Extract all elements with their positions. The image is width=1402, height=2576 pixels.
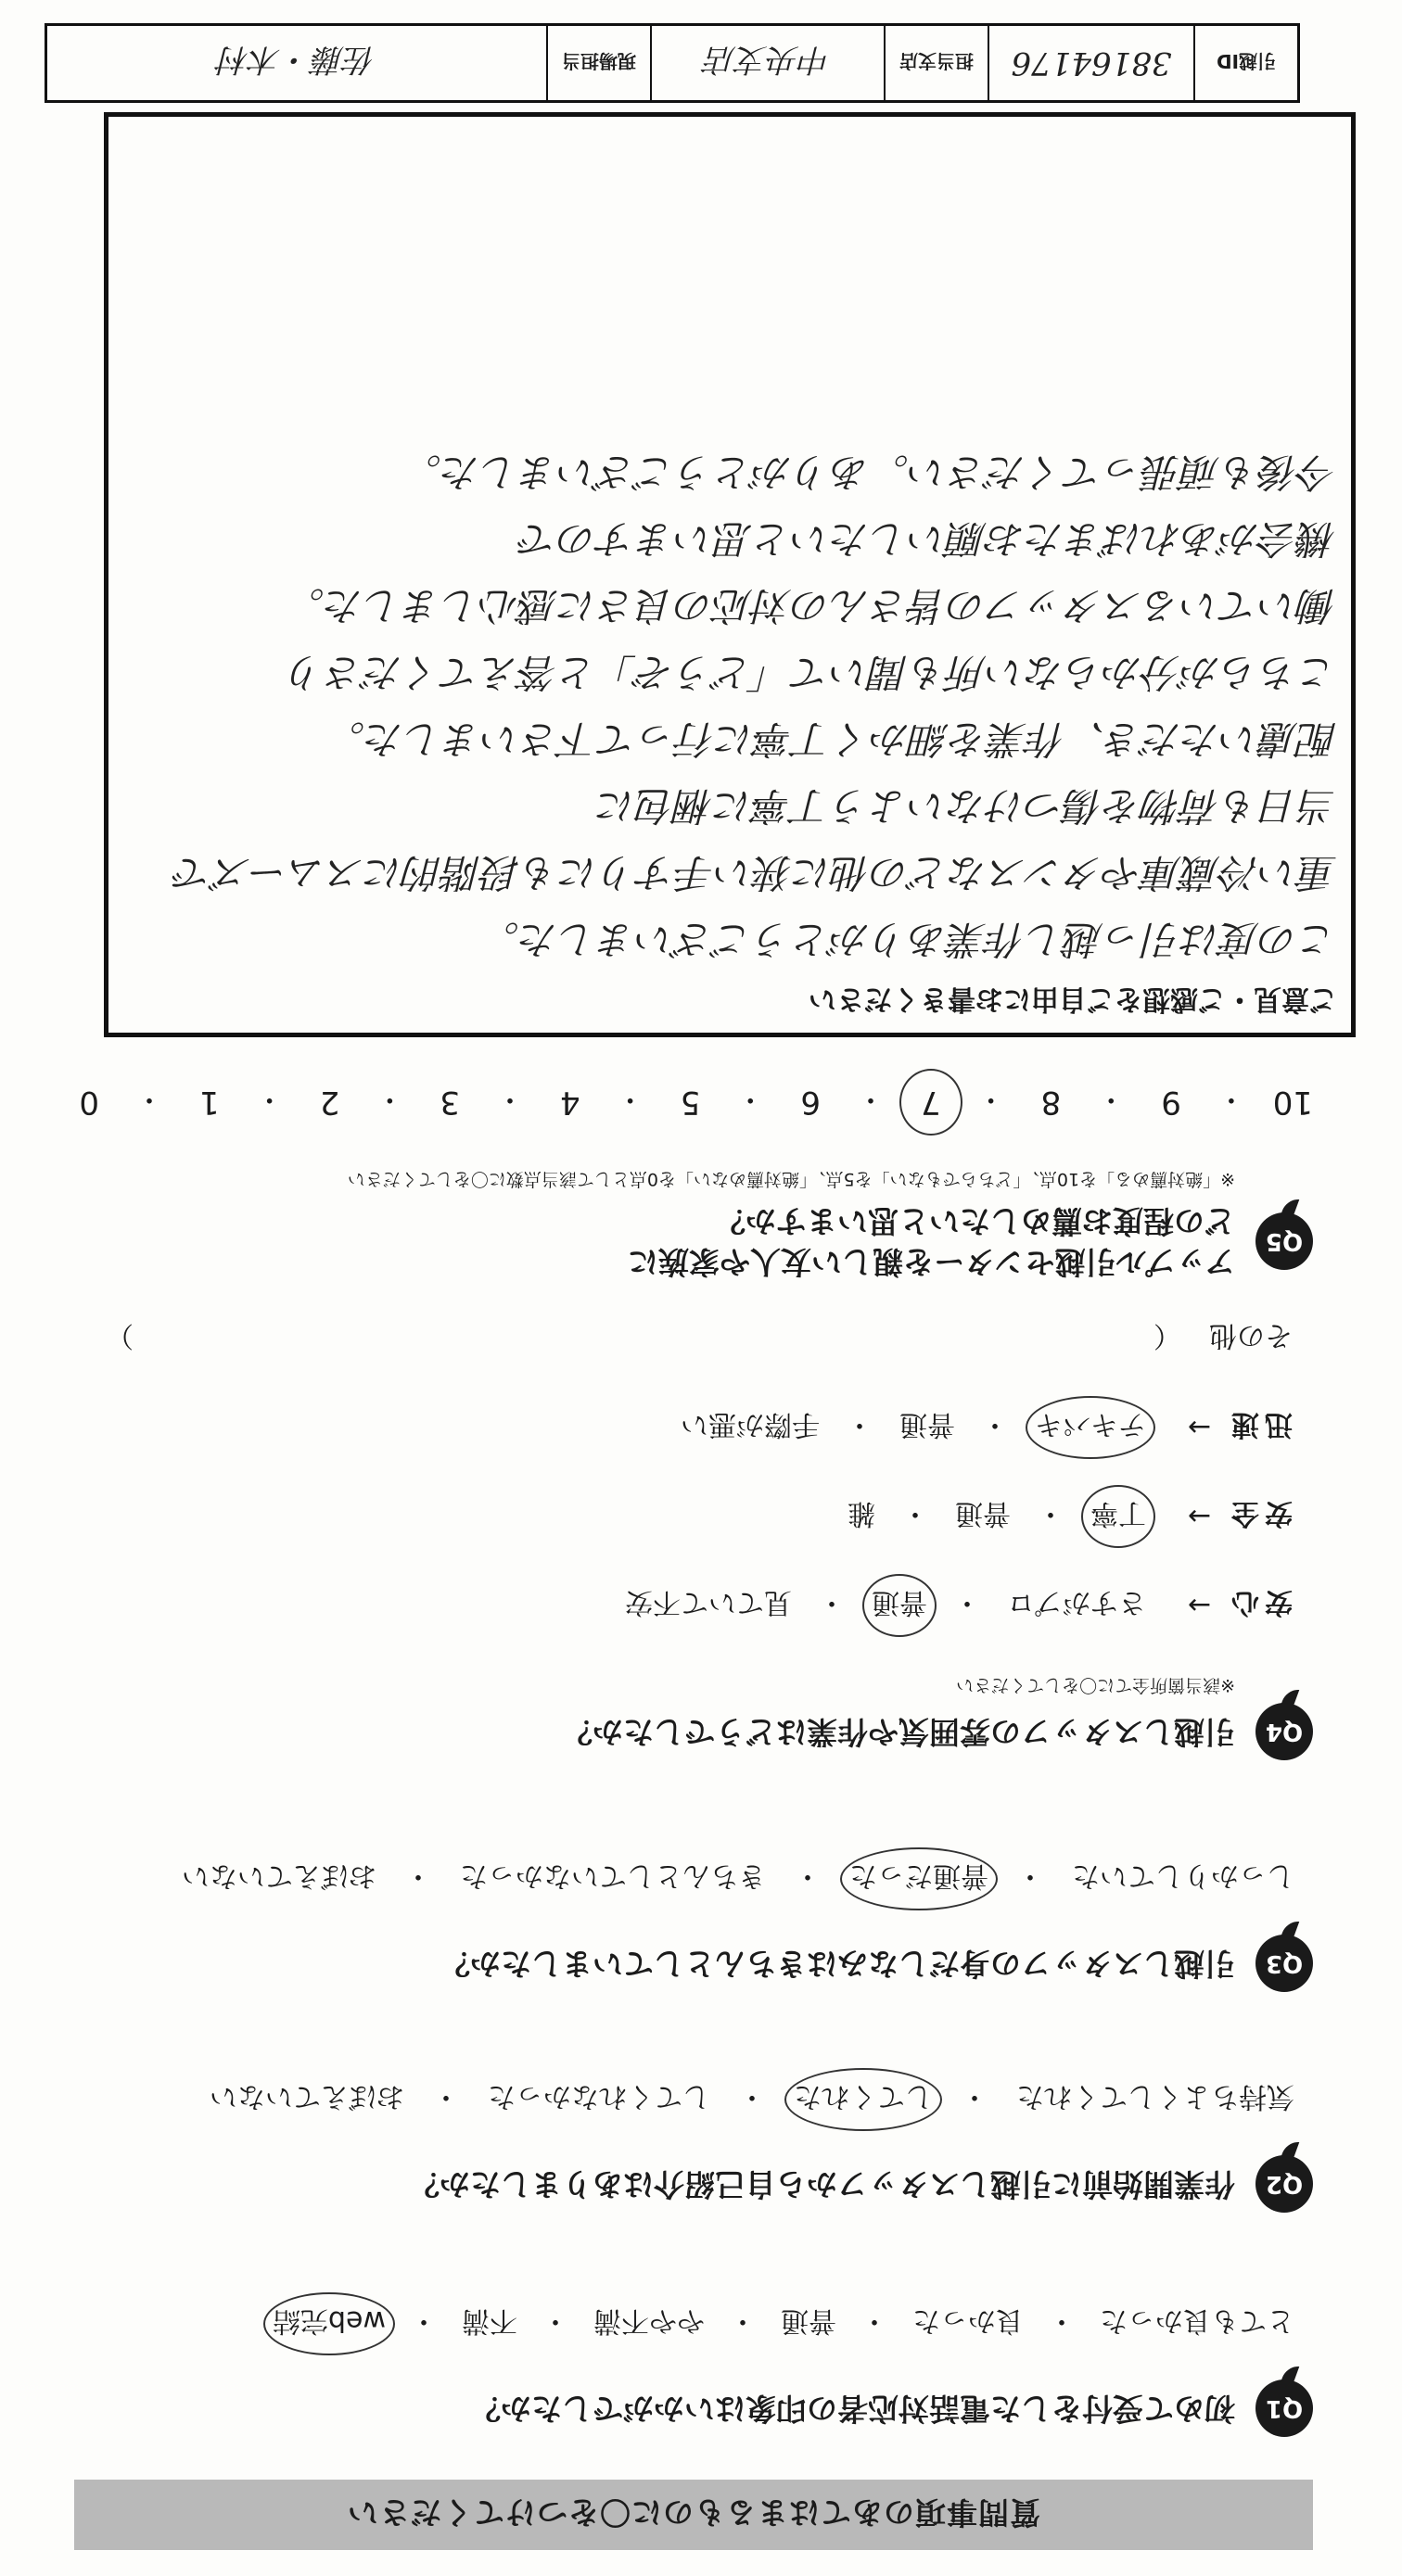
comment-title: ご意見・ご感想をご自由にお書きください — [809, 983, 1337, 1015]
q4-option[interactable]: 見ていて不安 — [625, 1586, 792, 1618]
q4-option-selected[interactable]: テキパキ — [1035, 1407, 1146, 1448]
question-5 — [61, 1168, 1313, 1282]
q3-option[interactable]: おぼえていない — [182, 1859, 376, 1892]
question-2 — [61, 2079, 1313, 2213]
q4-option[interactable]: 手際が悪い — [681, 1408, 820, 1440]
question-1 — [61, 2303, 1313, 2437]
q1-options: とても良かった ・ 良かった ・ 普通 ・ やや不満 ・ 不満 ・ web完結 — [61, 2303, 1313, 2344]
q4-note: ※該当箇所全てに〇をしてください — [956, 1675, 1235, 1695]
arrow-icon: → — [1187, 1411, 1211, 1444]
q3-option[interactable]: きちんとしていなかった — [460, 1859, 766, 1892]
q5-badge: Q5 — [1255, 1212, 1313, 1270]
scale-0[interactable]: 0 — [79, 1084, 99, 1121]
q4-other-paren-close: ） — [106, 1319, 134, 1351]
question-4 — [61, 1318, 1313, 1760]
lead-value: 佐藤・木村 — [47, 26, 548, 100]
q3-option-selected[interactable]: 普通だった — [849, 1859, 988, 1899]
scale-1[interactable]: 1 — [199, 1084, 220, 1121]
scale-10[interactable]: 10 — [1272, 1084, 1313, 1121]
q4-option-selected[interactable]: 丁寧 — [1090, 1496, 1146, 1537]
move-id-value: 38164176 — [989, 26, 1195, 100]
q4-row-label: 迅速 — [1226, 1408, 1293, 1440]
q4-row-anzen: 安全 → 丁寧 ・ 普通 ・ 雑 — [61, 1496, 1313, 1537]
q4-row-label: 安心 — [1226, 1586, 1293, 1618]
q3-badge: Q3 — [1255, 1935, 1313, 1992]
q4-badge: Q4 — [1255, 1703, 1313, 1760]
q2-option[interactable]: 気持ちよくしてくれた — [1016, 2080, 1294, 2113]
q4-option[interactable]: さすがプロ — [1007, 1586, 1146, 1618]
comment-line: 当日も荷物を傷つけないよう丁寧に梱包に — [596, 783, 1337, 829]
scale-8[interactable]: 8 — [1040, 1084, 1062, 1121]
comment-line: この度は引っ越し作業ありがとうございました。 — [479, 917, 1337, 962]
comment-handwriting — [132, 438, 1337, 972]
arrow-icon: → — [1187, 1500, 1211, 1533]
q1-option[interactable]: 不満 — [462, 2304, 517, 2337]
q1-option[interactable]: 良かった — [912, 2304, 1024, 2337]
arrow-icon: → — [1187, 1589, 1211, 1622]
scale-6[interactable]: 6 — [800, 1084, 821, 1121]
scale-5[interactable]: 5 — [680, 1084, 701, 1121]
q2-badge: Q2 — [1255, 2155, 1313, 2213]
q1-option-selected[interactable]: web完結 — [273, 2303, 386, 2344]
q5-note: ※「絶対薦める」を10点、「どちらでもない」を5点、「絶対薦めない」を0点として該当点数に〇をしてください — [347, 1169, 1235, 1189]
scale-3[interactable]: 3 — [440, 1084, 460, 1121]
q2-text: 作業開始前に引越しスタッフから自己紹介はありましたか？ — [409, 2166, 1235, 2202]
management-table — [45, 23, 1300, 103]
scale-4[interactable]: 4 — [559, 1084, 580, 1121]
recommend-scale: 10 ・ 9 ・ 8 ・ 7 ・ 6 ・ 5 ・ 4 ・ 3 ・ 2 ・ 1 ・ 0 — [70, 1082, 1313, 1123]
comment-line: 働いているスタッフの皆さんの対応の良さに感心しました。 — [285, 583, 1337, 628]
q4-option[interactable]: 普通 — [899, 1408, 955, 1440]
q5-text-line2: どの程度お薦めしたいと思いますか？ — [715, 1203, 1235, 1239]
instruction-banner: 質問事項のあてはまるものに〇をつけてください — [74, 2480, 1313, 2550]
q4-row-anshin: 安心 → さすがプロ ・ 普通 ・ 見ていて不安 — [61, 1585, 1313, 1626]
question-3 — [61, 1859, 1313, 1992]
q2-option[interactable]: してくれなかった — [488, 2080, 710, 2113]
comment-line: こちらが分からない所も聞いて「どうぞ」と答えてくださり — [285, 650, 1337, 695]
q4-option-selected[interactable]: 普通 — [872, 1585, 927, 1626]
q3-options: しっかりしていた ・ 普通だった ・ きちんとしていなかった ・ おぼえていない — [61, 1859, 1313, 1899]
scale-7-selected[interactable]: 7 — [912, 1084, 950, 1121]
scale-9[interactable]: 9 — [1161, 1084, 1181, 1121]
move-id-label: 引越ID — [1216, 50, 1277, 73]
q4-other-label: その他 — [1209, 1319, 1293, 1351]
q4-other-paren-open[interactable]: （ — [1153, 1319, 1181, 1351]
q1-option[interactable]: 普通 — [781, 2304, 836, 2337]
q2-option-selected[interactable]: してくれた — [794, 2079, 933, 2120]
comment-line: 配慮いただき、作業を細かく丁寧に行って下さいました。 — [325, 717, 1337, 762]
q4-row-jinsoku: 迅速 → テキパキ ・ 普通 ・ 手際が悪い — [61, 1407, 1313, 1448]
q2-option[interactable]: おぼえていない — [210, 2080, 404, 2113]
q3-text: 引越しスタッフの身だしなみはきちんとしていましたか？ — [440, 1946, 1235, 1982]
q4-row-label: 安全 — [1226, 1497, 1293, 1529]
q4-other-row — [87, 1318, 1313, 1359]
comment-line: 重い冷蔵庫やタンスなどの他に狭い手すりにも段階的にスムーズで — [173, 850, 1337, 895]
q2-options: 気持ちよくしてくれた ・ してくれた ・ してくれなかった ・ おぼえていない — [61, 2079, 1313, 2120]
q4-option[interactable]: 普通 — [955, 1497, 1011, 1529]
scale-2[interactable]: 2 — [319, 1084, 340, 1121]
lead-label: 現場担当 — [548, 26, 652, 100]
q4-text: 引越しスタッフの雰囲気や作業はどうでしたか？ — [562, 1714, 1235, 1750]
q5-text-line1: アップル引越センターを親しい友人や家族に — [627, 1244, 1235, 1280]
comment-line: 機会があればまたお願いしたいと思いますので — [518, 516, 1337, 562]
branch-label: 担当支店 — [886, 26, 989, 100]
q4-option[interactable]: 雑 — [848, 1497, 875, 1529]
q1-badge: Q1 — [1255, 2379, 1313, 2437]
q1-option[interactable]: やや不満 — [593, 2304, 705, 2337]
q3-option[interactable]: しっかりしていた — [1072, 1859, 1294, 1892]
branch-value: 中央支店 — [652, 26, 886, 100]
q1-text: 初めて受付をした電話対応者の印象はいかがでしたか？ — [470, 2391, 1235, 2427]
comment-line: 今後も頑張ってください。ありがとうございました。 — [401, 450, 1337, 495]
q1-option[interactable]: とても良かった — [1100, 2304, 1294, 2337]
